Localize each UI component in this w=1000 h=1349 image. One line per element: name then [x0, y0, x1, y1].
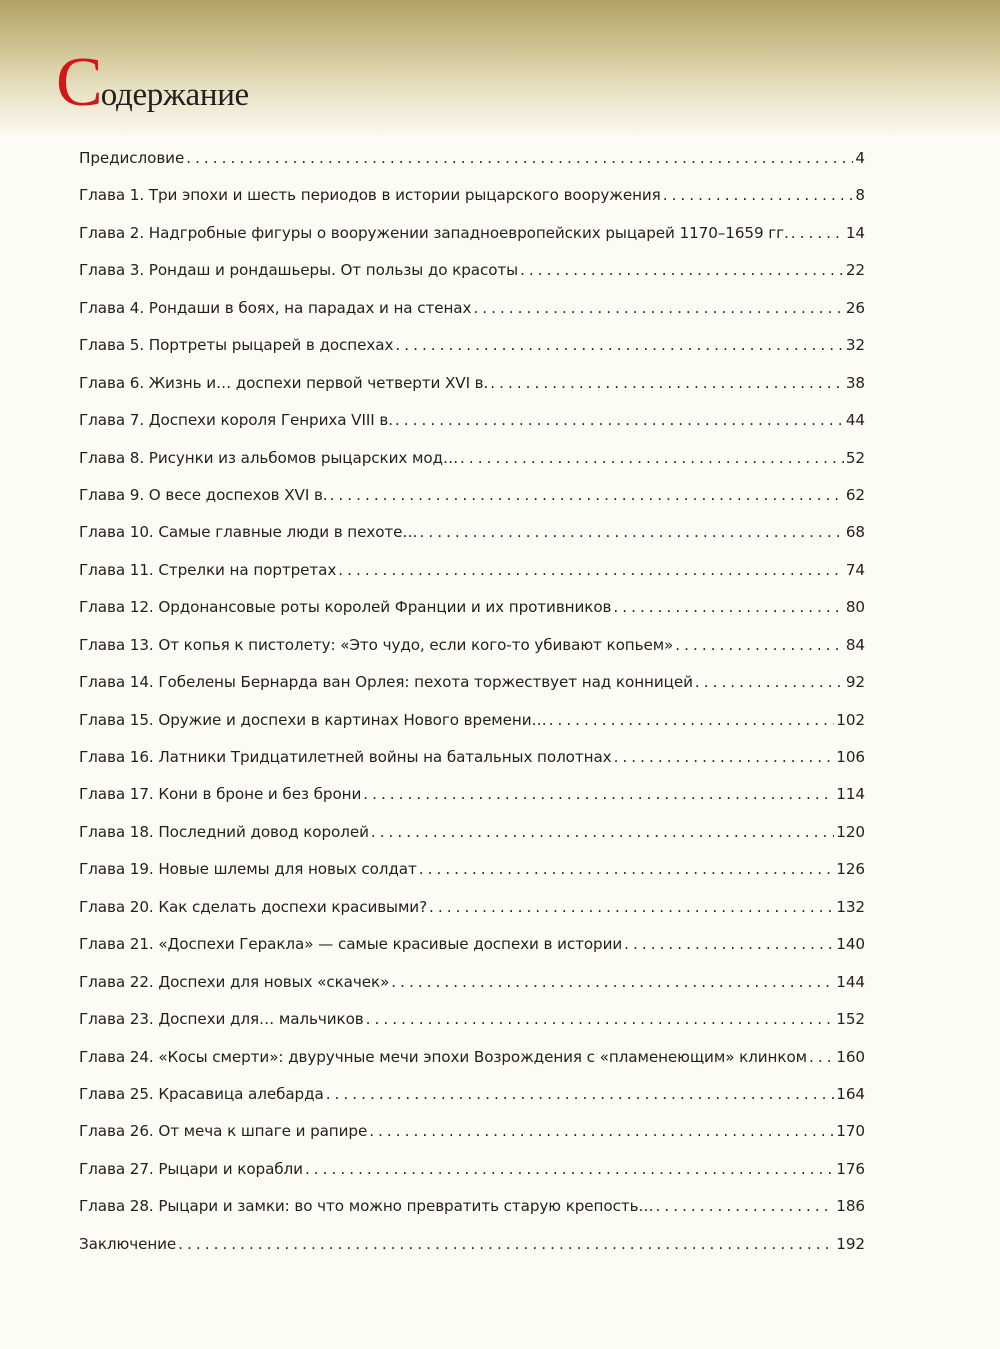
toc-entry[interactable]	[79, 1045, 865, 1082]
toc-entry-title: Глава 17. Кони в броне и без брони	[79, 785, 362, 804]
toc-entry[interactable]	[79, 932, 865, 969]
toc-dot-leader	[613, 595, 843, 619]
toc-entry[interactable]	[79, 146, 865, 183]
toc-entry-title: Глава 14. Гобелены Бернарда ван Орлея: пехота торжествует над конницей	[79, 673, 693, 692]
toc-dot-leader	[420, 520, 844, 544]
toc-entry-title: Глава 20. Как сделать доспехи красивыми?	[79, 897, 428, 916]
toc-dot-leader	[460, 446, 844, 470]
toc-entry-page-number: 160	[836, 1047, 865, 1066]
toc-entry-page-number: 74	[845, 560, 865, 579]
toc-entry-title: Глава 22. Доспехи для новых «скачек»	[79, 972, 390, 991]
toc-dot-leader	[809, 1045, 834, 1069]
toc-entry-page-number: 126	[836, 860, 865, 879]
toc-entry-title: Глава 12. Ордонансовые роты королей Франции и их противников	[79, 598, 612, 617]
toc-dot-leader	[429, 895, 834, 919]
toc-dot-leader	[363, 782, 834, 806]
toc-entry-title: Глава 9. О весе доспехов XVI в.	[79, 485, 328, 504]
toc-entry-page-number: 120	[836, 822, 865, 841]
toc-entry[interactable]	[79, 183, 865, 220]
toc-entry-page-number: 26	[845, 298, 865, 317]
toc-entry[interactable]	[79, 1082, 865, 1119]
toc-entry-title: Предисловие	[79, 149, 185, 167]
toc-dot-leader	[391, 970, 834, 994]
toc-entry-title: Глава 8. Рисунки из альбомов рыцарских мод…	[79, 448, 459, 467]
toc-entry[interactable]	[79, 970, 865, 1007]
toc-entry-title: Заключение	[79, 1234, 177, 1253]
toc-dot-leader	[369, 1119, 834, 1143]
toc-entry-title: Глава 1. Три эпохи и шесть периодов в истории рыцарского вооружения	[79, 186, 661, 205]
toc-entry[interactable]	[79, 708, 865, 745]
toc-entry-page-number: 44	[845, 411, 865, 430]
toc-entry-page-number: 152	[836, 1010, 865, 1029]
toc-dot-leader	[178, 1232, 834, 1256]
toc-entry-title: Глава 13. От копья к пистолету: «Это чудо, если кого-то убивают копьем»	[79, 635, 674, 654]
toc-dot-leader	[330, 483, 844, 507]
toc-entry-title: Глава 2. Надгробные фигуры о вооружении западноевропейских рыцарей 1170–1659 гг.	[79, 223, 789, 242]
toc-entry-title: Глава 25. Красавица алебарда	[79, 1084, 324, 1103]
toc-dot-leader	[520, 258, 844, 282]
toc-entry-page-number: 68	[845, 523, 865, 542]
toc-entry-title: Глава 23. Доспехи для… мальчиков	[79, 1010, 364, 1029]
toc-entry-title: Глава 19. Новые шлемы для новых солдат	[79, 860, 417, 879]
toc-entry[interactable]	[79, 446, 865, 483]
toc-dot-leader	[371, 820, 834, 844]
toc-dot-leader	[186, 146, 853, 170]
toc-entry[interactable]	[79, 408, 865, 445]
toc-entry-title: Глава 11. Стрелки на портретах	[79, 560, 337, 579]
toc-entry-page-number: 140	[836, 935, 865, 954]
toc-entry-page-number: 102	[836, 710, 865, 729]
toc-entry[interactable]	[79, 371, 865, 408]
toc-entry[interactable]	[79, 670, 865, 707]
toc-entry[interactable]	[79, 258, 865, 295]
toc-entry-title: Глава 15. Оружие и доспехи в картинах Нового времени…	[79, 710, 547, 729]
toc-entry[interactable]	[79, 483, 865, 520]
toc-entry-title: Глава 21. «Доспехи Геракла» — самые красивые доспехи в истории	[79, 935, 623, 954]
toc-entry-page-number: 38	[845, 373, 865, 392]
toc-entry[interactable]	[79, 633, 865, 670]
toc-dot-leader	[549, 708, 835, 732]
toc-entry-title: Глава 6. Жизнь и… доспехи первой четверти XVI в.	[79, 373, 489, 392]
toc-entry[interactable]	[79, 1007, 865, 1044]
toc-dot-leader	[395, 333, 843, 357]
toc-entry-page-number: 192	[836, 1234, 865, 1253]
toc-entry[interactable]	[79, 745, 865, 782]
toc-entry-page-number: 4	[855, 149, 865, 167]
toc-entry[interactable]	[79, 820, 865, 857]
table-of-contents	[79, 146, 865, 1269]
toc-dot-leader	[675, 633, 844, 657]
page-title	[56, 44, 249, 121]
toc-entry[interactable]	[79, 1119, 865, 1156]
toc-entry[interactable]	[79, 895, 865, 932]
toc-dot-leader	[624, 932, 834, 956]
toc-dot-leader	[791, 221, 844, 245]
toc-entry-page-number: 84	[845, 635, 865, 654]
toc-entry[interactable]	[79, 558, 865, 595]
toc-dot-leader	[395, 408, 844, 432]
toc-dot-leader	[326, 1082, 835, 1106]
toc-dot-leader	[656, 1194, 835, 1218]
toc-entry[interactable]	[79, 520, 865, 557]
toc-dot-leader	[338, 558, 844, 582]
toc-entry[interactable]	[79, 857, 865, 894]
toc-entry-page-number: 8	[855, 186, 865, 205]
toc-entry-title: Глава 26. От меча к шпаге и рапире	[79, 1122, 368, 1141]
toc-entry-title: Глава 28. Рыцари и замки: во что можно превратить старую крепость…	[79, 1197, 654, 1216]
toc-entry[interactable]	[79, 296, 865, 333]
toc-entry[interactable]	[79, 1194, 865, 1231]
toc-entry-page-number: 62	[845, 485, 865, 504]
toc-dot-leader	[614, 745, 835, 769]
toc-dot-leader	[490, 371, 844, 395]
toc-entry-title: Глава 16. Латники Тридцатилетней войны на батальных полотнах	[79, 748, 612, 766]
toc-entry[interactable]	[79, 1157, 865, 1194]
toc-dot-leader	[473, 296, 843, 320]
toc-entry-title: Глава 27. Рыцари и корабли	[79, 1159, 303, 1178]
toc-entry-title: Глава 24. «Косы смерти»: двуручные мечи эпохи Возрождения с «пламенеющим» клинком	[79, 1047, 808, 1066]
toc-entry-title: Глава 10. Самые главные люди в пехоте…	[79, 523, 418, 542]
toc-dot-leader	[305, 1157, 834, 1181]
toc-entry-page-number: 144	[836, 972, 865, 991]
toc-dot-leader	[419, 857, 835, 881]
toc-entry-page-number: 14	[845, 223, 865, 242]
toc-entry[interactable]	[79, 782, 865, 819]
toc-entry-title: Глава 3. Рондаш и рондашьеры. От пользы до красоты	[79, 261, 519, 280]
toc-entry-page-number: 92	[845, 673, 865, 692]
toc-entry[interactable]	[79, 1232, 865, 1269]
toc-entry-page-number: 132	[836, 897, 865, 916]
toc-entry-page-number: 22	[845, 261, 865, 280]
toc-entry-page-number: 52	[845, 448, 865, 467]
toc-entry-title: Глава 4. Рондаши в боях, на парадах и на стенах	[79, 298, 472, 317]
page-title-initial: С	[56, 44, 103, 121]
toc-dot-leader	[663, 183, 854, 207]
toc-entry-page-number: 176	[836, 1159, 865, 1178]
toc-entry-page-number: 114	[836, 785, 865, 804]
toc-entry-page-number: 106	[836, 748, 865, 766]
toc-entry-page-number: 186	[836, 1197, 865, 1216]
toc-entry-title: Глава 18. Последний довод королей	[79, 822, 369, 841]
toc-entry-page-number: 80	[845, 598, 865, 617]
toc-entry[interactable]	[79, 333, 865, 370]
toc-entry-title: Глава 5. Портреты рыцарей в доспехах	[79, 336, 394, 355]
toc-entry-page-number: 164	[836, 1084, 865, 1103]
toc-entry-title: Глава 7. Доспехи короля Генриха VIII в.	[79, 411, 393, 430]
toc-entry-page-number: 32	[845, 336, 865, 355]
toc-dot-leader	[695, 670, 844, 694]
toc-entry[interactable]	[79, 595, 865, 632]
toc-entry-page-number: 170	[836, 1122, 865, 1141]
page-title-rest: одержание	[100, 77, 249, 113]
toc-entry[interactable]	[79, 221, 865, 258]
toc-dot-leader	[366, 1007, 835, 1031]
